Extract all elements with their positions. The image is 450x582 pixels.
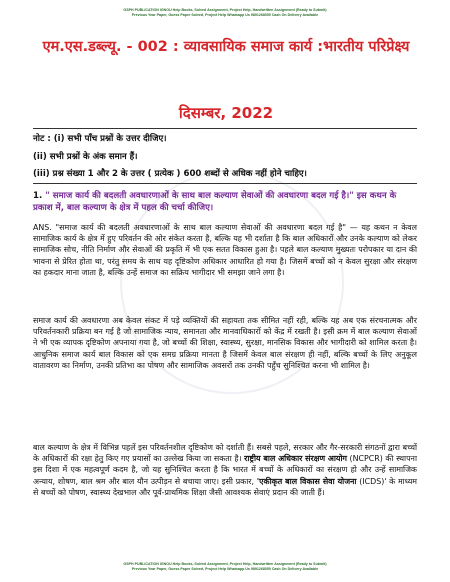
footer-line-1: GSPH PUBLICATION IGNOU Help Books, Solved Assignment, Project Help, Handwritten Assignment (Ready to Submit) bbox=[123, 562, 327, 566]
answer-paragraph-3-text-c: (NCPCR) की स्थापना इस दिशा में एक महत्वपूर्ण कदम है, जो यह सुनिश्चित करता है कि भारत में बच्चों के अधिकारों का संरक्षण हो और उन्हें सामाजिक अन्याय, शोषण, बाल श्रम और बाल यौन उत्पीड़न से बचाया जाए। इसी प्रकार, bbox=[33, 454, 417, 486]
instruction-note-2: (ii) सभी प्रश्नों के अंक समान हैं। bbox=[33, 152, 138, 162]
header-line-1: GSPH PUBLICATION IGNOU Help Books, Solved Assignment, Project Help, Handwritten Assignment (Ready to Submit) bbox=[123, 8, 327, 12]
course-title: एम.एस.डब्ल्यू. - 002 : व्यावसायिक समाज कार्य :भारतीय परिप्रेक्ष्य bbox=[42, 39, 410, 55]
question-text: " समाज कार्य की बदलती अवधारणाओं के साथ बाल कल्याण सेवाओं की अवधारणा बदल गई है।" इस कथन के प्रकाश में, बाल कल्याण के क्षेत्र में पहल की चर्चा कीजिए। bbox=[33, 191, 397, 213]
header-line-2: Previous Year Paper, Guess Paper Solved, Project Help Whatsapp Us 9891268050 Cash On Delivery Available bbox=[131, 13, 319, 17]
question-number: 1. bbox=[33, 191, 43, 201]
answer-paragraph-3-text-e: (ICDS)' के माध्यम से बच्चों को पोषण, स्वास्थ्य देखभाल और पूर्व-प्राथमिक शिक्षा जैसी आवश्यक सेवाएं प्रदान की जाती हैं। bbox=[33, 476, 417, 497]
answer-paragraph-3 bbox=[33, 442, 417, 498]
exam-session: दिसम्बर, 2022 bbox=[178, 104, 274, 122]
footer-line-2: Previous Year Paper, Guess Paper Solved, Project Help Whatsapp Us 9891268050 Cash On Delivery Available bbox=[131, 567, 319, 571]
icds-highlight: 'एकीकृत बाल विकास सेवा योजना bbox=[256, 476, 357, 486]
question-1 bbox=[33, 190, 417, 214]
answer-paragraph-2: समाज कार्य की अवधारणा अब केवल संकट में पड़े व्यक्तियों की सहायता तक सीमित नहीं रही, बल्कि यह अब एक संरचनात्मक और परिवर्तनकारी प्रक्रिया बन गई है जो सामाजिक न्याय, समानता और मानवाधिकारों को केंद्र में रखती है। इसी क्रम में बाल कल्याण सेवाओं ने भी एक व्यापक दृष्टिकोण अपनाया गया है, जो बच्चों की शिक्षा, स्वास्थ्य, सुरक्षा, मानसिक विकास और भागीदारी को शामिल करता है। आधुनिक समाज कार्य बाल विकास को एक समग्र प्रक्रिया मानता है जिसमें केवल बाल संरक्षण ही नहीं, बल्कि बच्चों के लिए अनुकूल वातावरण का निर्माण, उनकी प्रतिभा का पोषण और सामाजिक अवसरों तक उनकी पहुँच सुनिश्चित करना भी शामिल है। bbox=[33, 316, 417, 370]
instruction-note-3: (iii) प्रश्न संख्या 1 और 2 के उत्तर ( प्रत्येक ) 600 शब्दों से अधिक नहीं होने चाहिए। bbox=[33, 169, 307, 179]
divider-top bbox=[33, 128, 417, 129]
instruction-note-1: नोट : (i) सभी पाँच प्रश्नों के उत्तर दीजिए। bbox=[33, 134, 167, 144]
answer-paragraph-1: ANS. "समाज कार्य की बदलती अवधारणाओं के साथ बाल कल्याण सेवाओं की अवधारणा बदल गई है" — यह कथन न केवल सामाजिक कार्य के क्षेत्र में हुए परिवर्तन की ओर संकेत करता है, बल्कि यह भी दर्शाता है कि बाल अधिकारों और उनके कल्याण को लेकर सामाजिक सोच, नीति निर्माण और सेवाओं की प्रकृति में भी एक सतत विकास हुआ है। पहले बाल कल्याण मुख्यतः परोपकार या दान की भावना से प्रेरित होता था, परंतु समय के साथ यह दृष्टिकोण अधिकार आधारित हो गया है। जिसमें बच्चों को न केवल सुरक्षा और संरक्षण का हकदार माना जाता है, बल्कि उन्हें समाज का सक्रिय भागीदार भी समझा जाने लगा है। bbox=[33, 223, 417, 277]
divider-bottom bbox=[33, 183, 417, 184]
answer-paragraph-3-text-a: बाल कल्याण के क्षेत्र में विभिन्न पहलें इस परिवर्तनशील दृष्टिकोण को दर्शाती हैं। सबसे पहले, सरकार और गैर-सरकारी संगठनों द्वारा बच्चों के अधिकारों की रक्षा हेतु किए गए प्रयासों का उल्लेख किया जा सकता है। bbox=[33, 443, 417, 464]
ncpcr-highlight: राष्ट्रीय बाल अधिकार संरक्षण आयोग bbox=[244, 454, 347, 464]
